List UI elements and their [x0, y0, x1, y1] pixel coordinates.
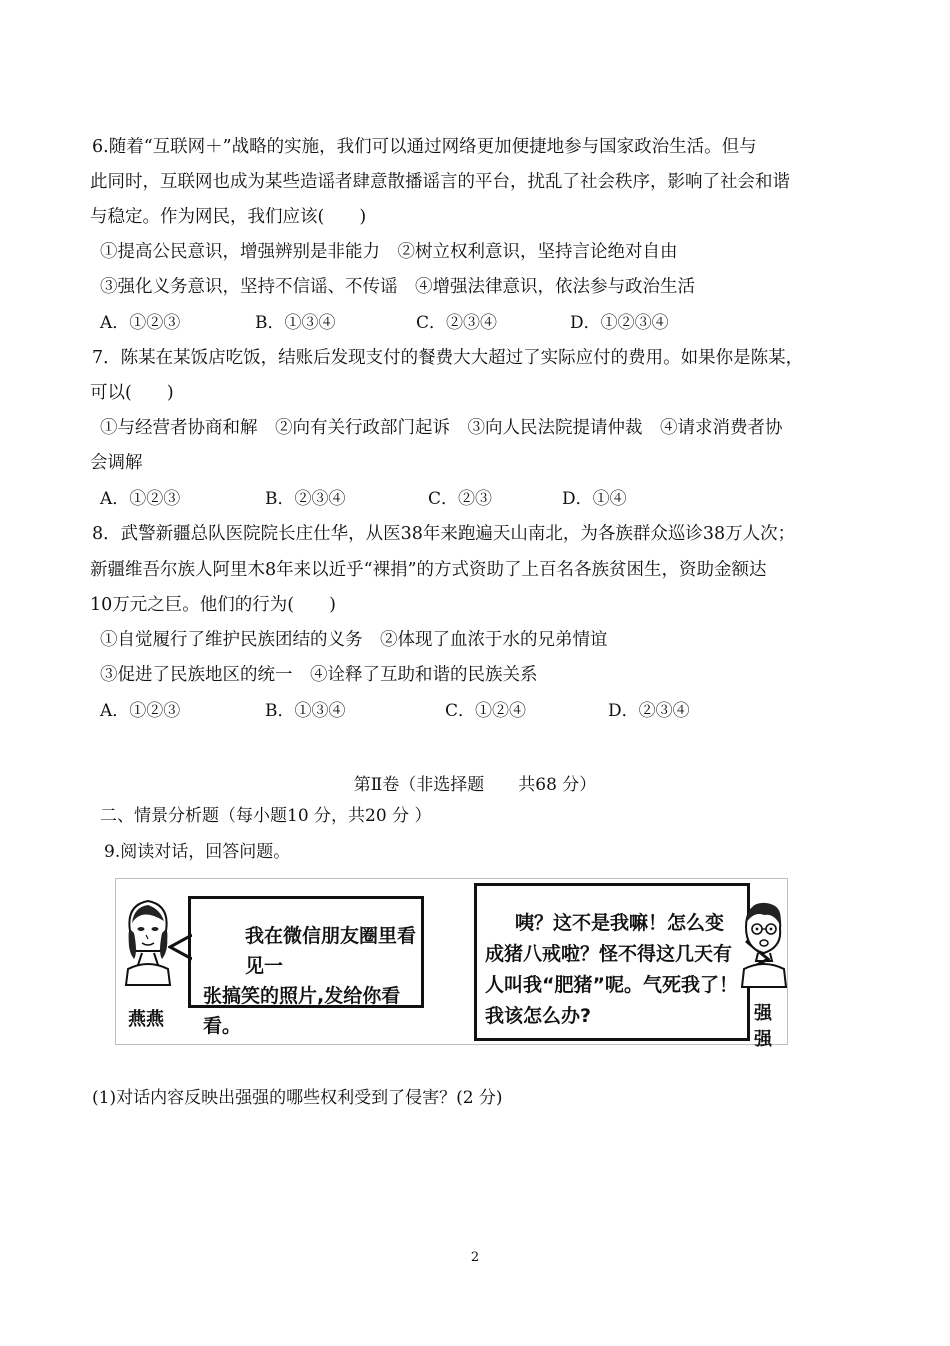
q8-option-b: B．①③④: [265, 701, 346, 721]
q6-item-2: ③强化义务意识，坚持不信谣、不传谣 ④增强法律意识，依法参与政治生活: [100, 277, 695, 297]
q8-line-1: 8．武警新疆总队医院院长庄仕华，从医38年来跑遍天山南北，为各族群众巡诊38万人次；: [92, 524, 796, 544]
q8-item-2: ③促进了民族地区的统一 ④诠释了互助和谐的民族关系: [100, 665, 538, 685]
q8-line-2: 新疆维吾尔族人阿里木8年来以近乎“裸捐”的方式资助了上百名各族贫困生，资助金额达: [90, 560, 767, 580]
qiangqiang-name: 强强: [754, 1003, 772, 1050]
q7-option-a: A．①②③: [100, 489, 181, 509]
q6-line-3: 与稳定。作为网民，我们应该( ): [90, 207, 367, 227]
q7-option-d: D．①④: [562, 489, 627, 509]
q9-sub-1: (1)对话内容反映出强强的哪些权利受到了侵害？(2 分): [92, 1088, 503, 1108]
q9-intro: 9.阅读对话，回答问题。: [104, 842, 291, 862]
right-speech-bubble: [474, 883, 750, 1041]
q7-line-2: 可以( ): [90, 383, 174, 403]
right-bubble-line-2: 成猪八戒啦？怪不得这几天有: [485, 943, 733, 965]
q8-option-c: C．①②④: [445, 701, 527, 721]
left-bubble-line-1: 我在微信朋友圈里看见一: [245, 925, 417, 977]
page-number: 2: [470, 1250, 480, 1265]
q7-line-1: 7．陈某在某饭店吃饭，结账后发现支付的餐费大大超过了实际应付的费用。如果你是陈某，: [92, 348, 804, 368]
q7-item-2: 会调解: [90, 453, 143, 473]
q8-option-d: D．②③④: [608, 701, 690, 721]
q6-item-1: ①提高公民意识，增强辨别是非能力 ②树立权利意识，坚持言论绝对自由: [100, 242, 678, 262]
part2-title: 第Ⅱ卷（非选择题 共68 分）: [353, 775, 597, 795]
right-bubble-line-1: 咦？这不是我嘛！怎么变: [515, 912, 725, 934]
q6-option-a: A．①②③: [100, 313, 181, 333]
q6-option-b: B．①③④: [255, 313, 336, 333]
qiangqiang-figure: [734, 899, 788, 991]
q6-option-c: C．②③④: [416, 313, 498, 333]
q7-option-c: C．②③: [428, 489, 493, 509]
q7-item-1: ①与经营者协商和解 ②向有关行政部门起诉 ③向人民法院提请仲裁 ④请求消费者协: [100, 418, 783, 438]
q8-line-3: 10万元之巨。他们的行为( ): [90, 595, 336, 615]
right-bubble-line-3: 人叫我“肥猪”呢。气死我了！: [485, 974, 738, 996]
left-bubble-line-2: 张搞笑的照片,发给你看看。: [203, 985, 401, 1037]
yanyan-name: 燕燕: [128, 1009, 164, 1030]
q6-option-d: D．①②③④: [570, 313, 669, 333]
section-heading: 二、情景分析题（每小题10 分，共20 分 ）: [100, 806, 432, 826]
q8-item-1: ①自觉履行了维护民族团结的义务 ②体现了血浓于水的兄弟情谊: [100, 630, 608, 650]
q6-line-2: 此同时，互联网也成为某些造谣者肆意散播谣言的平台，扰乱了社会秩序，影响了社会和谐: [90, 172, 790, 192]
left-speech-bubble: [188, 896, 424, 1037]
right-bubble-line-4: 我该怎么办?: [485, 1005, 592, 1027]
comic-panel: [115, 878, 788, 1050]
q6-line-1: 6.随着“互联网＋”战略的实施，我们可以通过网络更加便捷地参与国家政治生活。但与: [92, 137, 757, 157]
q7-option-b: B．②③④: [265, 489, 346, 509]
q8-option-a: A．①②③: [100, 701, 181, 721]
